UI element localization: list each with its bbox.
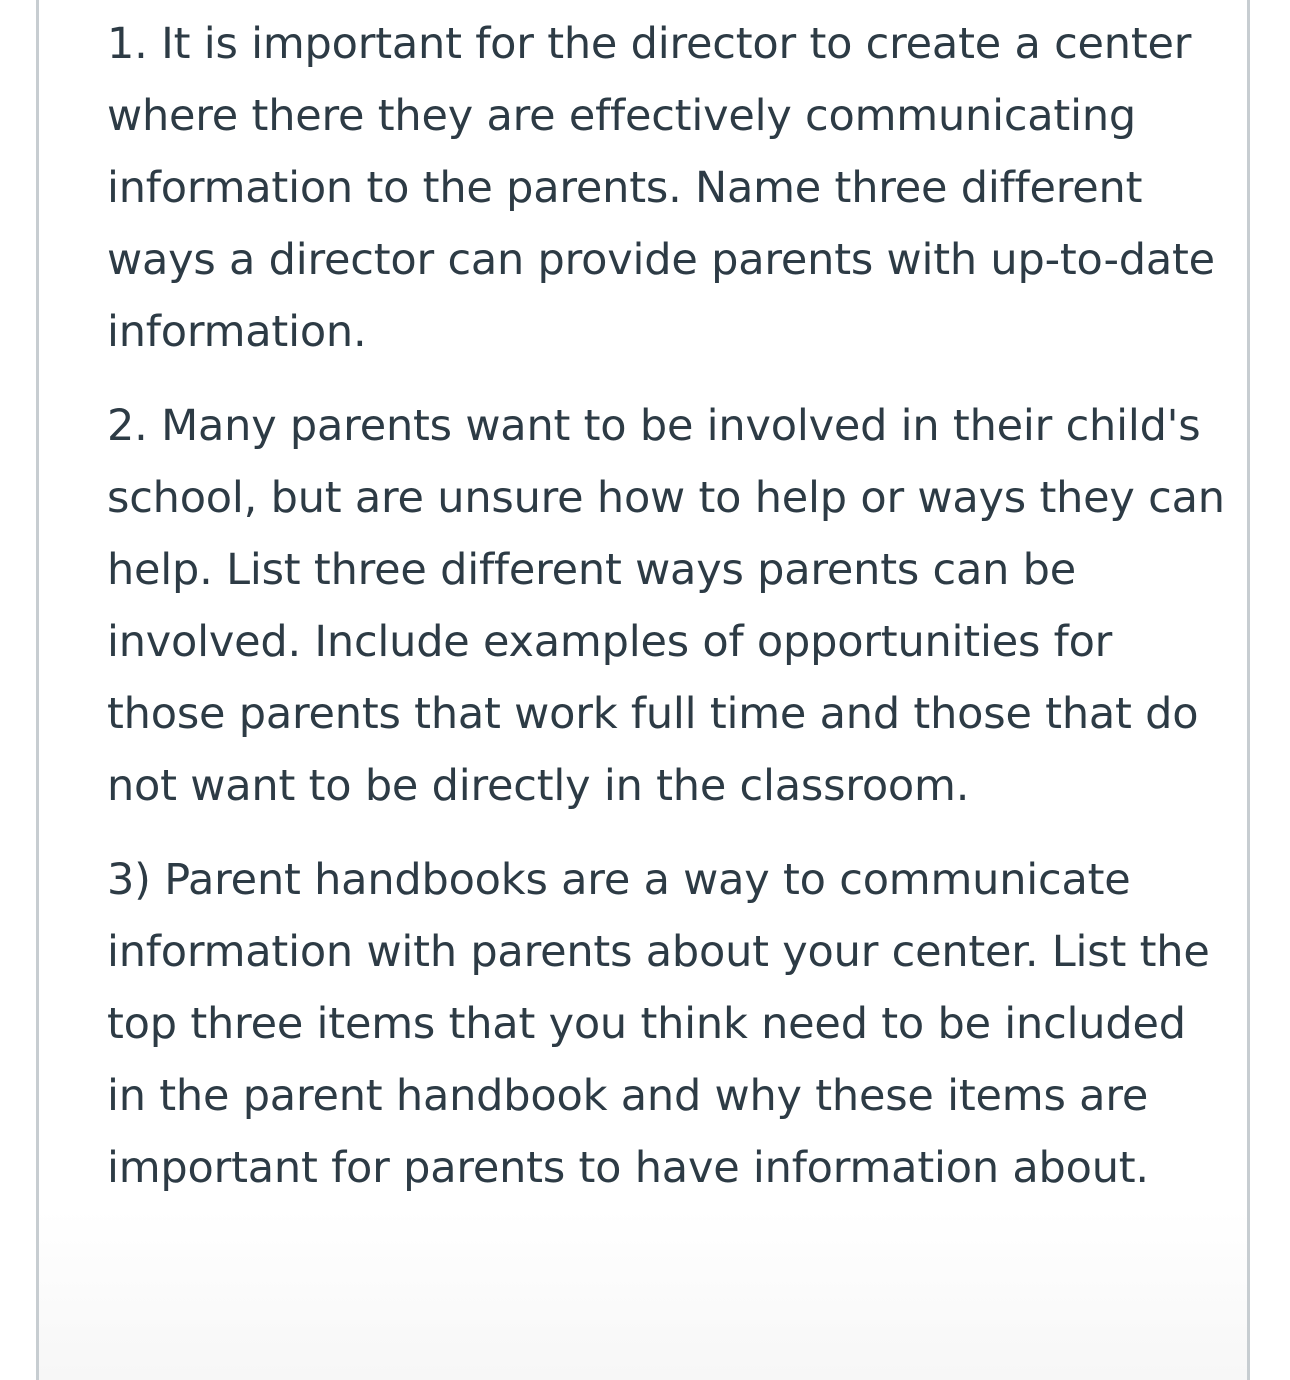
question-1-line-5: information. xyxy=(107,307,367,357)
question-1-line-4: ways a director can provide parents with up-to-date xyxy=(107,235,1215,285)
question-3 xyxy=(107,844,1217,1204)
question-2-line-4: involved. Include examples of opportunities for xyxy=(107,617,1113,667)
question-2-line-6: not want to be directly in the classroom. xyxy=(107,761,970,811)
question-2-line-5: those parents that work full time and those that do xyxy=(107,689,1199,739)
question-1 xyxy=(107,8,1217,368)
question-3-line-2: information with parents about your center. List the xyxy=(107,927,1210,977)
question-3-line-5: important for parents to have information about. xyxy=(107,1143,1149,1193)
question-2-line-1: 2. Many parents want to be involved in their child's xyxy=(107,401,1201,451)
question-2 xyxy=(107,390,1225,822)
question-1-line-2: where there they are effectively communicating xyxy=(107,91,1136,141)
question-3-line-4: in the parent handbook and why these items are xyxy=(107,1071,1149,1121)
question-2-line-2: school, but are unsure how to help or ways they can xyxy=(107,473,1225,523)
question-3-line-3: top three items that you think need to be included xyxy=(107,999,1186,1049)
document-page xyxy=(36,0,1250,1380)
question-list xyxy=(107,8,1225,1226)
question-1-line-1: 1. It is important for the director to create a center xyxy=(107,19,1192,69)
question-2-line-3: help. List three different ways parents can be xyxy=(107,545,1077,595)
question-3-line-1: 3) Parent handbooks are a way to communicate xyxy=(107,855,1131,905)
question-1-line-3: information to the parents. Name three different xyxy=(107,163,1143,213)
